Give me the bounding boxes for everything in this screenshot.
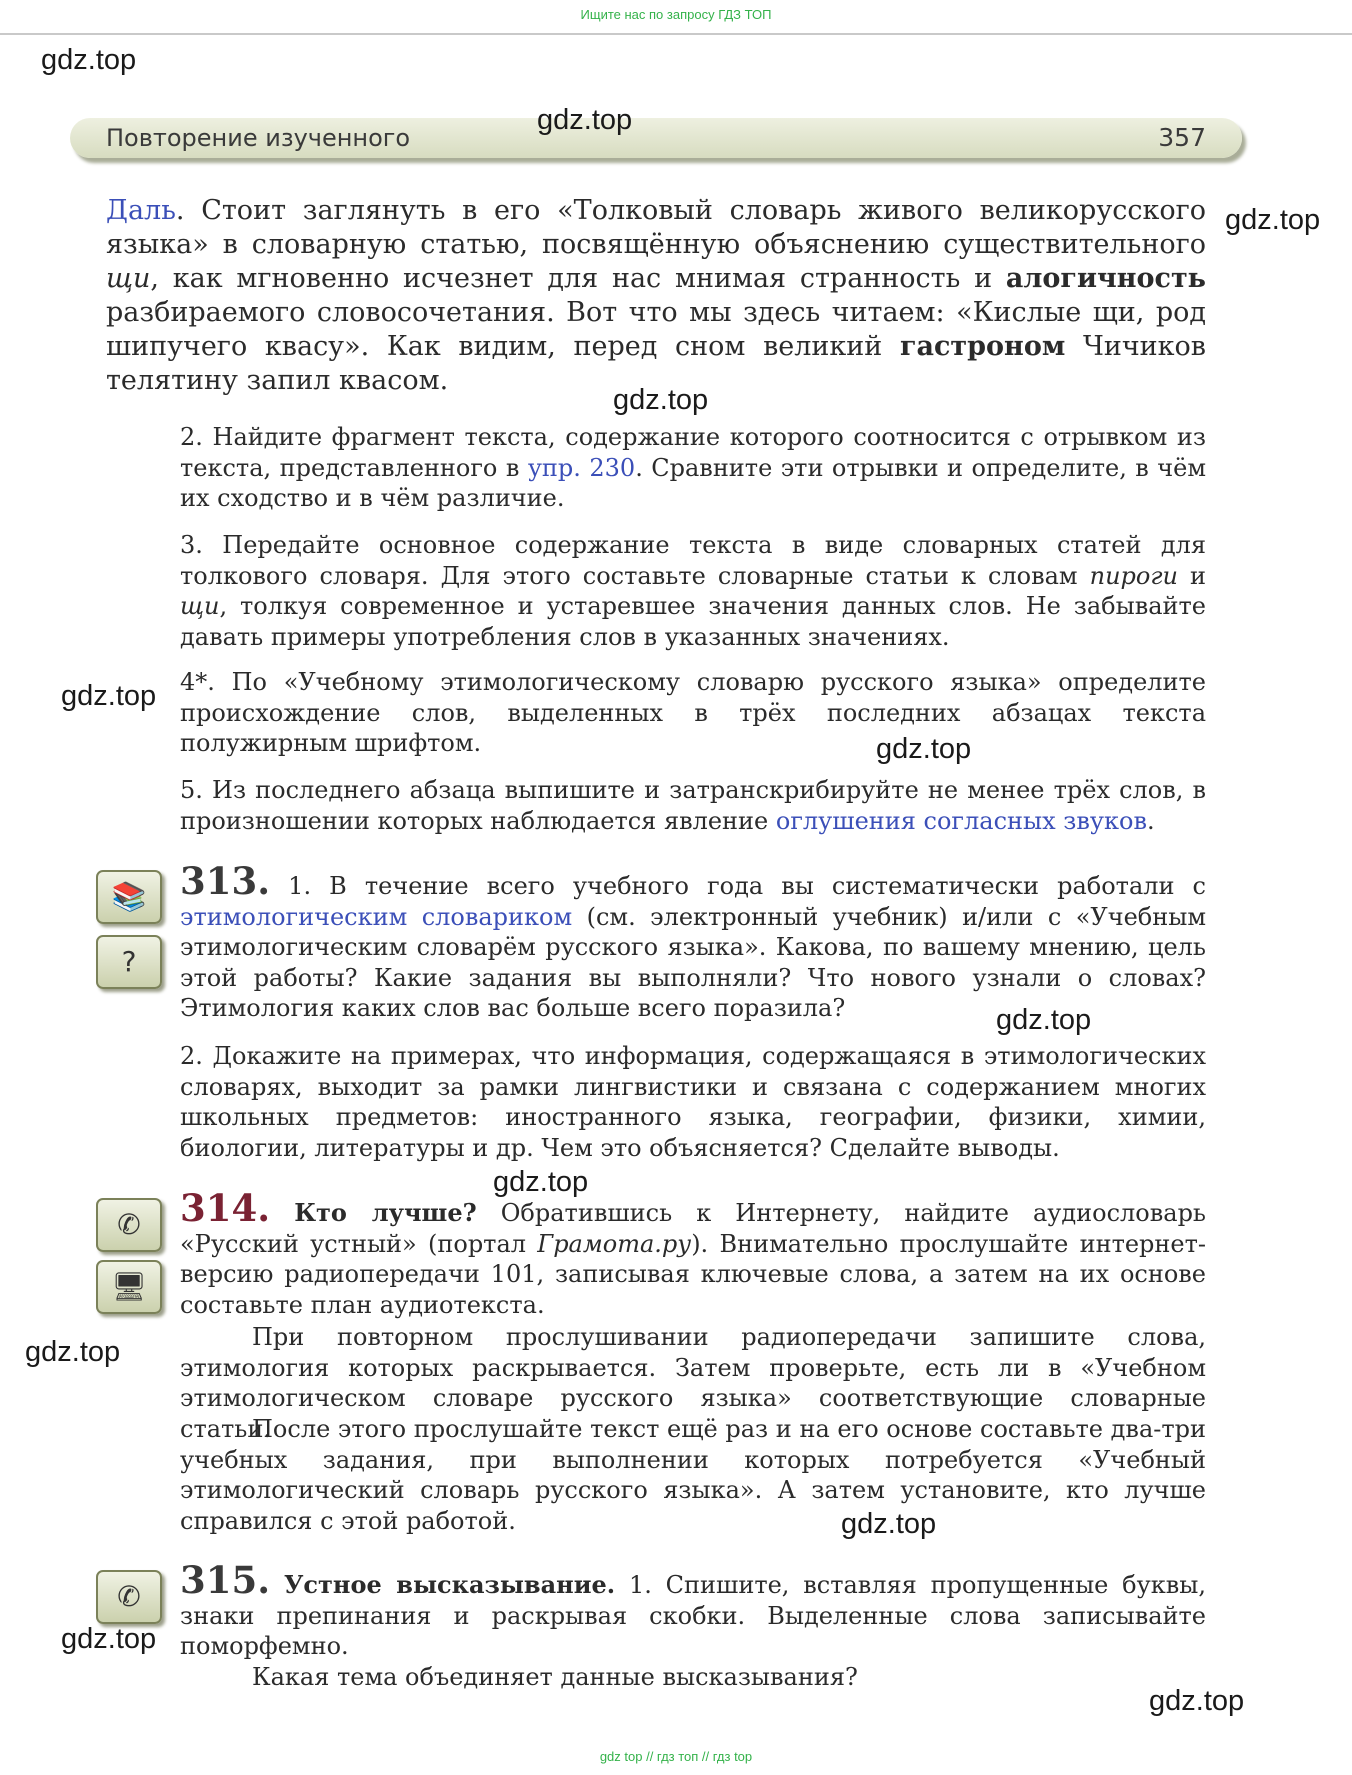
task-2: 2. Найдите фрагмент текста, содержание которого соотносится с отрывком из текста, представленного в упр. 230. Сравните эти отрывки и определите, в чём их сходство и в чём различие. (180, 423, 1207, 512)
dal-link[interactable]: Даль (106, 195, 176, 226)
text-paragraph-dal: Даль. Стоит заглянуть в его «Толковый словарь живого великорусского языка» в словарную статью, посвящённую объяснению существительного щи, как мгновенно исчезнет для нас мнимая странность и алогичность разбираемого словосочетания. Вот что мы здесь читаем: «Кислые щи, род шипучего квасу». Как видим, перед сном великий гастроном Чичиков телятину запил квасом. (106, 195, 1207, 396)
devoicing-link[interactable]: оглушения согласных звуков (775, 806, 1147, 835)
section-title: Повторение изученного (106, 124, 411, 152)
exercise-314: 314. Кто лучше? Обратившись к Интернету, найдите аудиословарь «Русский устный» (портал Грамота.ру). Внимательно прослушайте интернет-версию радиопередачи 101, записывая ключевые слова, а затем на их основе составьте план аудиотекста. (180, 1186, 1206, 1319)
exercise-315-question: Какая тема объединяет данные высказывания? (252, 1663, 858, 1691)
watermark: gdz.top (25, 1336, 121, 1368)
watermark: gdz.top (61, 1623, 157, 1655)
watermark: gdz.top (537, 104, 633, 136)
watermark: gdz.top (841, 1508, 937, 1540)
watermark: gdz.top (876, 733, 972, 765)
exercise-number-315: 315. (180, 1558, 271, 1602)
watermark: gdz.top (613, 384, 709, 416)
computer-icon: 🖥 (96, 1260, 162, 1314)
task-4: 4*. По «Учебному этимологическому словарю русского языка» определите происхождение слов, выделенных в трёх последних абзацах текста полужирным шрифтом. (180, 668, 1206, 757)
watermark: gdz.top (61, 680, 157, 712)
phone-icon: ✆ (96, 1198, 162, 1252)
top-divider (0, 33, 1352, 35)
watermark: gdz.top (1225, 204, 1321, 236)
exercise-313: 313. 1. В течение всего учебного года вы систематически работали с этимологическим словариком (см. электронный учебник) и/или с «Учебным этимологическим словарём русского языка». Какова, по вашему мнению, цель этой работы? Какие задания вы выполняли? Что нового узнали о словах? Этимология каких слов вас больше всего поразила? (180, 859, 1207, 1022)
phone-icon: ✆ (96, 1570, 162, 1624)
watermark: gdz.top (996, 1004, 1092, 1036)
question-book-icon: ? (96, 935, 162, 989)
exercise-314-paragraph-3: После этого прослушайте текст ещё раз и на его основе составьте два-три учебных задания, при выполнении которых потребуется «Учебный этимологический словарь русского языка». А затем установите, кто лучше справился с этой работой. (180, 1415, 1206, 1535)
exercise-315: 315. Устное высказывание. 1. Спишите, вставляя пропущенные буквы, знаки препинания и раскрывая скобки. Выделенные слова записывайте поморфемно. (180, 1558, 1206, 1660)
watermark: gdz.top (493, 1166, 589, 1198)
page-number: 357 (1158, 123, 1206, 152)
exercise-number-313: 313. (180, 859, 271, 903)
watermark: gdz.top (1149, 1685, 1245, 1717)
task-3: 3. Передайте основное содержание текста в виде словарных статей для толкового словаря. Для этого составьте словарные статьи к словам пироги и щи, толкуя современное и устаревшее значения данных слов. Не забывайте давать примеры употребления слов в указанных значениях. (180, 531, 1206, 651)
books-icon: 📚 (96, 870, 162, 924)
etymology-dictionary-link[interactable]: этимологическим словариком (180, 902, 573, 931)
exercise-230-link[interactable]: упр. 230 (527, 453, 636, 482)
task-5: 5. Из последнего абзаца выпишите и затранскрибируйте не менее трёх слов, в произношении которых наблюдается явление оглушения согласных звуков. (180, 776, 1206, 835)
top-banner[interactable]: Ищите нас по запросу ГДЗ ТОП (580, 7, 772, 22)
exercise-314-paragraph-2: При повторном прослушивании радиопередачи запишите слова, этимология которых раскрывается. Затем проверьте, есть ли в «Учебном этимологическом словаре русского языка» соответствующие словарные статьи. (180, 1323, 1206, 1443)
watermark: gdz.top (41, 44, 137, 76)
page-header (70, 118, 1242, 158)
exercise-313-task-2: 2. Докажите на примерах, что информация, содержащаяся в этимологических словарях, выходит за рамки лингвистики и связана с содержанием многих школьных предметов: иностранного языка, географии, физики, химии, биологии, литературы и др. Чем это объясняется? Сделайте выводы. (180, 1042, 1206, 1162)
exercise-number-314: 314. (180, 1186, 271, 1230)
footer-links[interactable]: gdz top // гдз топ // гдз top (599, 1749, 753, 1764)
